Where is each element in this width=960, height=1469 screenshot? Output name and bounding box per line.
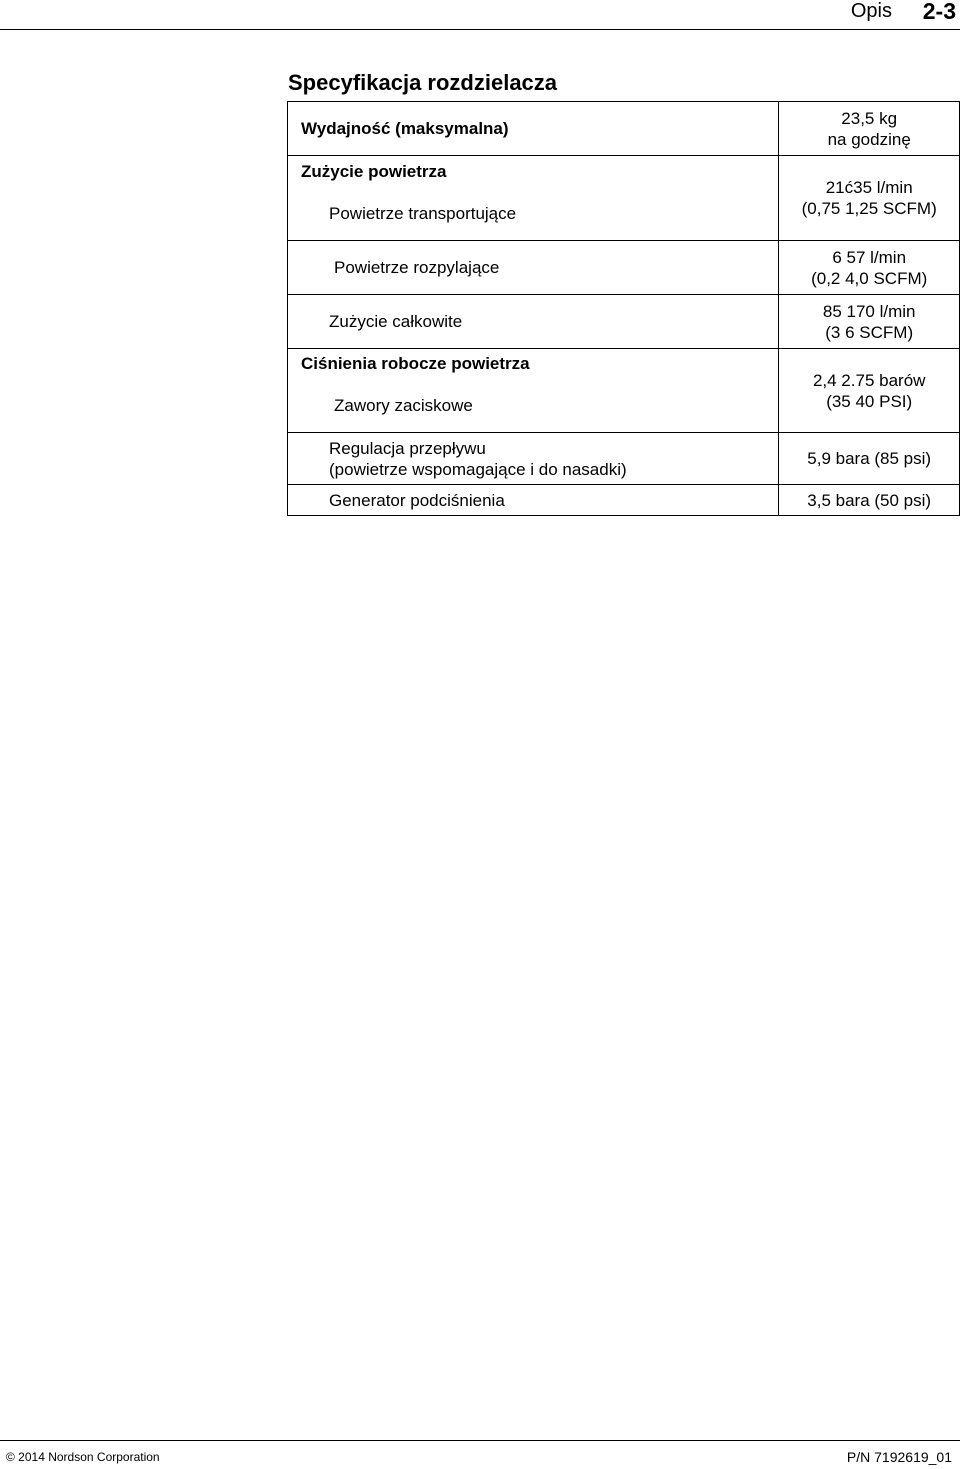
spec-value: 21ć35 l/min (0,75 1,25 SCFM) — [779, 156, 960, 241]
footer-rule — [0, 1440, 960, 1441]
page-number: 2-3 — [922, 0, 956, 24]
header-rule — [0, 29, 960, 30]
spec-value: 6 57 l/min (0,2 4,0 SCFM) — [779, 241, 960, 295]
spec-group-label: Ciśnienia robocze powietrza — [288, 349, 779, 379]
spec-value: 3,5 bara (50 psi) — [779, 485, 960, 516]
part-number: P/N 7192619_01 — [846, 1449, 952, 1465]
spec-value: 23,5 kg na godzinę — [779, 102, 960, 156]
spec-value: 2,4 2.75 barów (35 40 PSI) — [779, 349, 960, 433]
table-row — [288, 102, 960, 156]
spec-group-label: Zużycie powietrza — [288, 156, 779, 187]
table-row — [288, 349, 960, 379]
spec-label: Regulacja przepływu (powietrze wspomagające i do nasadki) — [288, 433, 779, 485]
spec-table — [287, 101, 960, 516]
spec-label: Zużycie całkowite — [288, 295, 779, 349]
table-row — [288, 156, 960, 187]
spec-label: Powietrze transportujące — [288, 187, 779, 241]
table-row — [288, 433, 960, 485]
spec-label: Zawory zaciskowe — [288, 379, 779, 433]
spec-label: Powietrze rozpylające — [288, 241, 779, 295]
spec-value: 5,9 bara (85 psi) — [779, 433, 960, 485]
spec-label: Generator podciśnienia — [288, 485, 779, 516]
spec-label: Wydajność (maksymalna) — [288, 102, 779, 156]
copyright-notice: © 2014 Nordson Corporation — [6, 1450, 160, 1464]
spec-value: 85 170 l/min (3 6 SCFM) — [779, 295, 960, 349]
page-header — [0, 0, 960, 30]
section-label: Opis — [850, 0, 892, 22]
table-row — [288, 485, 960, 516]
page-title: Specyfikacja rozdzielacza — [288, 70, 558, 95]
table-row — [288, 295, 960, 349]
table-row — [288, 241, 960, 295]
